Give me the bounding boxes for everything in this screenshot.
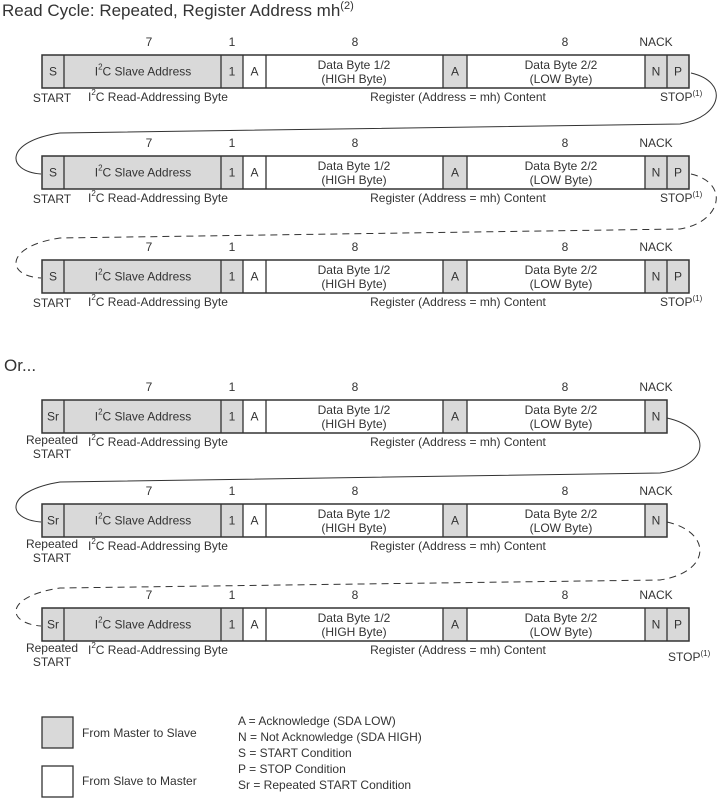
data-byte-2-line2: (LOW Byte): [529, 173, 593, 187]
frame-2: [33, 136, 703, 206]
bits-data2: 8: [561, 588, 569, 602]
bits-rw: 1: [228, 380, 236, 394]
bits-rw: 1: [228, 35, 236, 49]
bits-data2: 8: [561, 35, 569, 49]
legend-def-repeated-start: Sr = Repeated START Condition: [238, 778, 412, 792]
slave-address-field: $I^2C$ Slave Address: [94, 267, 192, 284]
bits-data1: 8: [351, 588, 359, 602]
start-label: START: [32, 296, 72, 310]
data-byte-1-line1: Data Byte 1/2: [317, 507, 391, 521]
bits-address: 7: [145, 240, 153, 254]
ack-1: A: [250, 64, 259, 79]
bits-data1: 8: [351, 484, 359, 498]
legend-slave-label: From Slave to Master: [82, 774, 197, 788]
bits-rw: 1: [228, 484, 236, 498]
data-byte-2-line1: Data Byte 2/2: [524, 159, 598, 173]
data-byte-2-line2: (LOW Byte): [529, 277, 593, 291]
bits-data1: 8: [351, 240, 359, 254]
frame-4: [26, 380, 673, 461]
start-label: START: [32, 91, 72, 105]
repeated-start-label-2: START: [32, 447, 72, 461]
frame-5: [26, 484, 673, 565]
nack-symbol: N: [651, 64, 661, 79]
bits-nack: NACK: [639, 35, 673, 49]
frame-3: [33, 240, 703, 310]
slave-address-field: $I^2C$ Slave Address: [94, 163, 192, 180]
legend-def-nack: N = Not Acknowledge (SDA HIGH): [238, 730, 422, 744]
data-byte-1-line1: Data Byte 1/2: [317, 263, 391, 277]
start-symbol: Sr: [47, 617, 59, 632]
stop-label: STOP$^{(1)}$: [668, 649, 711, 664]
register-content-label: Register (Address = mh) Content: [370, 90, 546, 104]
read-addressing-byte-label: $I^2C$ Read-Addressing Byte: [88, 189, 228, 205]
data-byte-1-line1: Data Byte 1/2: [317, 58, 391, 72]
read-addressing-byte-label: $I^2C$ Read-Addressing Byte: [88, 641, 228, 657]
ack-2: A: [450, 64, 460, 79]
diagram-title: Read Cycle: Repeated, Register Address $mh^{(2)}$: [2, 0, 354, 20]
legend-master-label: From Master to Slave: [82, 726, 197, 740]
or-label: Or...: [4, 356, 37, 375]
data-byte-1-line2: (HIGH Byte): [321, 72, 387, 86]
ack-1: A: [250, 617, 259, 632]
stop-label: STOP$^{(1)}$: [660, 89, 703, 104]
legend-slave-swatch: [42, 766, 73, 797]
slave-address-field: $I^2C$ Slave Address: [94, 511, 192, 528]
register-content-label: Register (Address = mh) Content: [370, 435, 546, 449]
frames: [26, 35, 711, 669]
frame-6: [26, 588, 711, 669]
ack-1: A: [250, 409, 259, 424]
start-symbol: S: [48, 64, 58, 79]
read-addressing-byte-label: $I^2C$ Read-Addressing Byte: [88, 88, 228, 104]
data-byte-2-line2: (LOW Byte): [529, 521, 593, 535]
ack-2: A: [450, 513, 460, 528]
slave-address-field: $I^2C$ Slave Address: [94, 615, 192, 632]
start-symbol: S: [48, 165, 58, 180]
data-byte-1-line2: (HIGH Byte): [321, 277, 387, 291]
bits-data2: 8: [561, 380, 569, 394]
bits-data1: 8: [351, 136, 359, 150]
ack-2: A: [450, 617, 460, 632]
data-byte-2-line1: Data Byte 2/2: [524, 507, 598, 521]
data-byte-1-line2: (HIGH Byte): [321, 521, 387, 535]
bits-data2: 8: [561, 240, 569, 254]
nack-symbol: N: [651, 269, 661, 284]
bits-data1: 8: [351, 35, 359, 49]
data-byte-1-line2: (HIGH Byte): [321, 417, 387, 431]
data-byte-2-line2: (LOW Byte): [529, 625, 593, 639]
stop-symbol: P: [673, 269, 683, 284]
data-byte-2-line1: Data Byte 2/2: [524, 403, 598, 417]
read-addressing-byte-label: $I^2C$ Read-Addressing Byte: [88, 537, 228, 553]
repeated-start-label-2: START: [32, 551, 72, 565]
rw-bit: 1: [228, 64, 236, 79]
data-byte-2-line2: (LOW Byte): [529, 72, 593, 86]
data-byte-2-line1: Data Byte 2/2: [524, 263, 598, 277]
slave-address-field: $I^2C$ Slave Address: [94, 62, 192, 79]
stop-symbol: P: [673, 165, 683, 180]
read-addressing-byte-label: $I^2C$ Read-Addressing Byte: [88, 433, 228, 449]
ack-1: A: [250, 269, 259, 284]
repeated-start-label-2: START: [32, 655, 72, 669]
bits-rw: 1: [228, 240, 236, 254]
frame-1: [33, 35, 703, 105]
bits-data2: 8: [561, 484, 569, 498]
bits-nack: NACK: [639, 136, 673, 150]
data-byte-1-line2: (HIGH Byte): [321, 625, 387, 639]
nack-symbol: N: [651, 513, 661, 528]
data-byte-2-line1: Data Byte 2/2: [524, 611, 598, 625]
data-byte-1-line1: Data Byte 1/2: [317, 611, 391, 625]
legend-master-swatch: [42, 717, 73, 748]
stop-label: STOP$^{(1)}$: [660, 190, 703, 205]
rw-bit: 1: [228, 409, 236, 424]
bits-address: 7: [145, 380, 153, 394]
bits-nack: NACK: [639, 588, 673, 602]
bits-nack: NACK: [639, 240, 673, 254]
start-symbol: Sr: [47, 513, 59, 528]
repeated-start-label-1: Repeated: [25, 433, 79, 447]
bits-rw: 1: [228, 136, 236, 150]
data-byte-1-line2: (HIGH Byte): [321, 173, 387, 187]
bits-nack: NACK: [639, 380, 673, 394]
repeated-start-label-1: Repeated: [25, 537, 79, 551]
bits-address: 7: [145, 588, 153, 602]
register-content-label: Register (Address = mh) Content: [370, 295, 546, 309]
bits-address: 7: [145, 35, 153, 49]
rw-bit: 1: [228, 165, 236, 180]
stop-symbol: P: [673, 64, 683, 79]
data-byte-2-line2: (LOW Byte): [529, 417, 593, 431]
nack-symbol: N: [651, 165, 661, 180]
ack-2: A: [450, 269, 460, 284]
ack-1: A: [250, 165, 259, 180]
register-content-label: Register (Address = mh) Content: [370, 539, 546, 553]
nack-symbol: N: [651, 617, 661, 632]
stop-label: STOP$^{(1)}$: [660, 294, 703, 309]
legend-def-stop: P = STOP Condition: [238, 762, 346, 776]
data-byte-1-line1: Data Byte 1/2: [317, 159, 391, 173]
bits-address: 7: [145, 136, 153, 150]
start-label: START: [32, 192, 72, 206]
stop-symbol: P: [673, 617, 683, 632]
legend: [42, 714, 422, 797]
start-symbol: Sr: [47, 409, 59, 424]
start-symbol: S: [48, 269, 58, 284]
read-addressing-byte-label: $I^2C$ Read-Addressing Byte: [88, 293, 228, 309]
bits-data1: 8: [351, 380, 359, 394]
rw-bit: 1: [228, 513, 236, 528]
bits-address: 7: [145, 484, 153, 498]
nack-symbol: N: [651, 409, 661, 424]
ack-2: A: [450, 165, 460, 180]
data-byte-2-line1: Data Byte 2/2: [524, 58, 598, 72]
register-content-label: Register (Address = mh) Content: [370, 643, 546, 657]
rw-bit: 1: [228, 617, 236, 632]
ack-2: A: [450, 409, 460, 424]
bits-rw: 1: [228, 588, 236, 602]
rw-bit: 1: [228, 269, 236, 284]
register-content-label: Register (Address = mh) Content: [370, 191, 546, 205]
repeated-start-label-1: Repeated: [25, 641, 79, 655]
data-byte-1-line1: Data Byte 1/2: [317, 403, 391, 417]
bits-nack: NACK: [639, 484, 673, 498]
bits-data2: 8: [561, 136, 569, 150]
ack-1: A: [250, 513, 259, 528]
slave-address-field: $I^2C$ Slave Address: [94, 407, 192, 424]
legend-def-start: S = START Condition: [238, 746, 352, 760]
legend-def-ack: A = Acknowledge (SDA LOW): [238, 714, 396, 728]
